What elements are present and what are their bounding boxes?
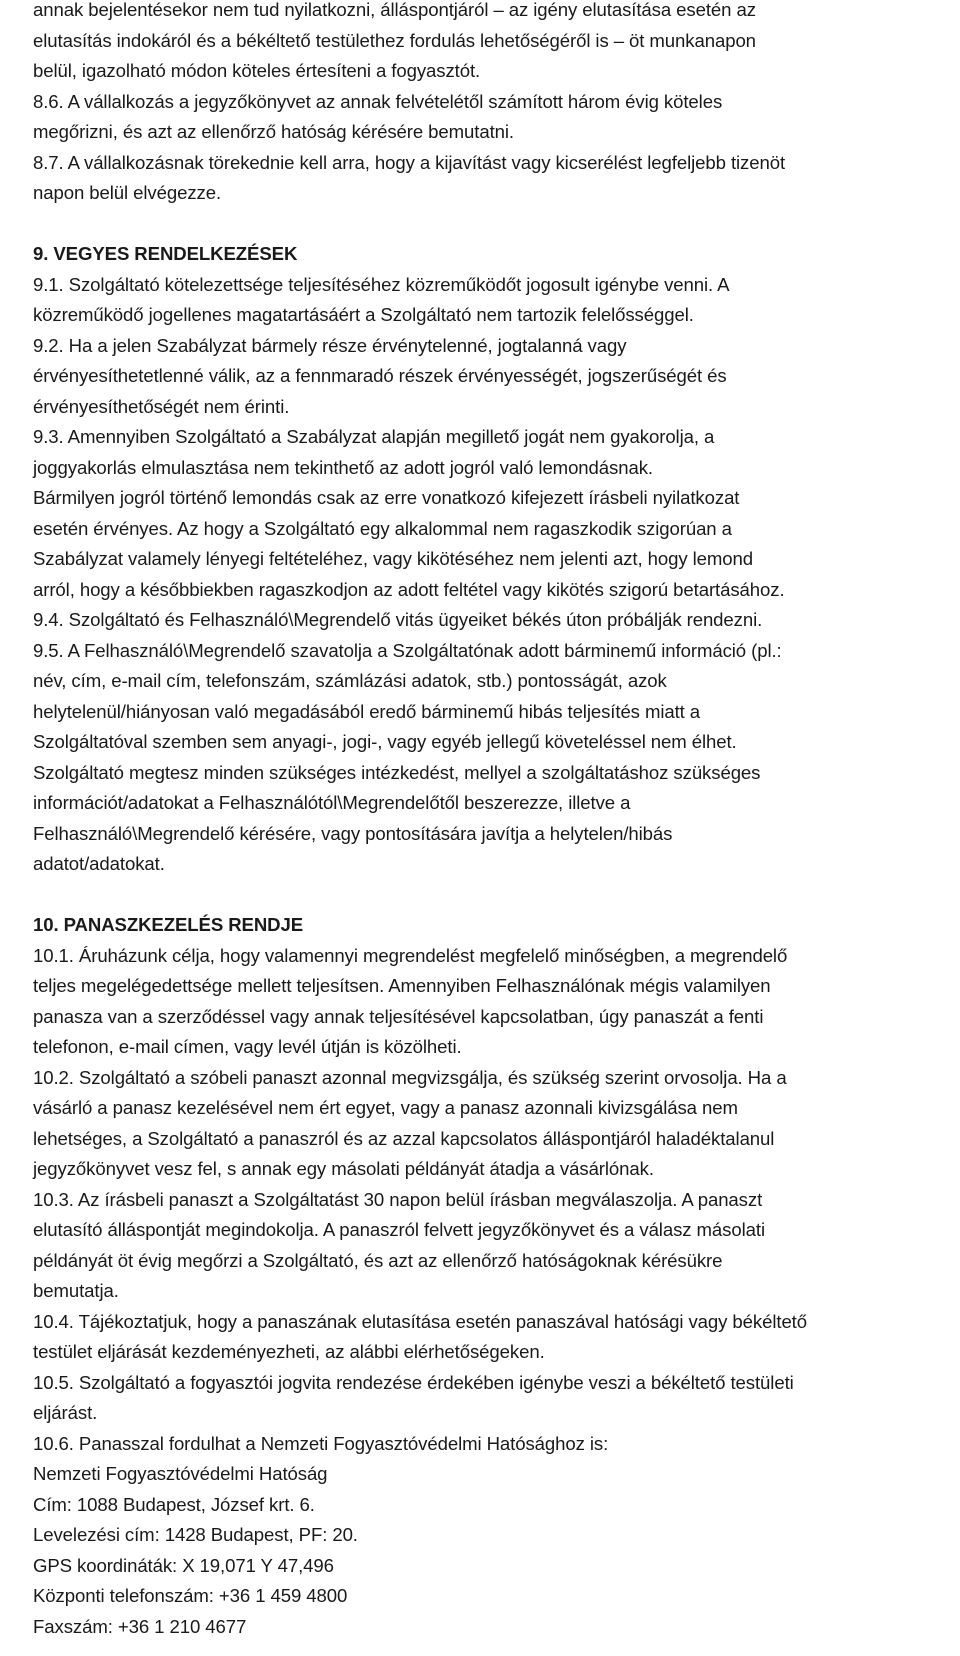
section-10-heading: 10. PANASZKEZELÉS RENDJE [33, 914, 304, 935]
text-line: 10.5. Szolgáltató a fogyasztói jogvita rendezése érdekében igénybe veszi a békéltető testületi [33, 1371, 794, 1393]
section-10-body [33, 941, 948, 1643]
text-line: 9.3. Amennyiben Szolgáltató a Szabályzat alapján megillető jogát nem gyakorolja, a [33, 426, 715, 447]
text-line: panasza van a szerződéssel vagy annak teljesítésével kapcsolatban, úgy panaszát a fenti [33, 1005, 764, 1027]
text-line: vásárló a panasz kezelésével nem ért egyet, vagy a panasz azonnali kivizsgálása nem [33, 1097, 738, 1118]
section-9-heading: 9. VEGYES RENDELKEZÉSEK [33, 243, 298, 264]
text-line: Nemzeti Fogyasztóvédelmi Hatóság [33, 1463, 328, 1484]
text-line: 8.6. A vállalkozás a jegyzőkönyvet az annak felvételétől számított három évig köteles [33, 90, 723, 112]
section-8-continued [33, 0, 948, 209]
text-line: közreműködő jogellenes magatartásáért a Szolgáltató nem tartozik felelősséggel. [33, 304, 694, 325]
text-line: belül, igazolható módon köteles értesíteni a fogyasztót. [33, 60, 481, 81]
text-line: eljárást. [33, 1402, 98, 1423]
text-line: Felhasználó\Megrendelő kérésére, vagy pontosítására javítja a helytelen/hibás [33, 822, 673, 844]
text-line: teljes megelégedettsége mellett teljesítsen. Amennyiben Felhasználónak mégis valamilyen [33, 975, 771, 996]
text-line: megőrizni, és azt az ellenőrző hatóság kérésére bemutatni. [33, 121, 514, 142]
text-line: Bármilyen jogról történő lemondás csak az erre vonatkozó kifejezett írásbeli nyilatkozat [33, 487, 740, 508]
spacer [33, 880, 948, 911]
text-line: joggyakorlás elmulasztása nem tekinthető az adott jogról való lemondásnak. [33, 456, 653, 478]
section-9-body [33, 270, 948, 880]
text-line: lehetséges, a Szolgáltató a panaszról és az azzal kapcsolatos álláspontjáról haladéktalanul [33, 1127, 775, 1149]
text-line: napon belül elvégezze. [33, 182, 222, 203]
text-line: érvényesíthetőségét nem érinti. [33, 395, 290, 417]
text-line: 10.1. Áruházunk célja, hogy valamennyi megrendelést megfelelő minőségben, a megrendelő [33, 944, 788, 966]
spacer [33, 209, 948, 240]
text-line: 10.4. Tájékoztatjuk, hogy a panaszának elutasítása esetén panaszával hatósági vagy békéltető [33, 1310, 807, 1332]
text-line: 9.4. Szolgáltató és Felhasználó\Megrendelő vitás ügyeiket békés úton próbálják rendezni. [33, 609, 763, 630]
text-line: 9.1. Szolgáltató kötelezettsége teljesítéséhez közreműködőt jogosult igénybe venni. A [33, 273, 730, 295]
text-line: Szolgáltatóval szemben sem anyagi-, jogi-, vagy egyéb jellegű követeléssel nem élhet. [33, 731, 737, 752]
text-line: példányát öt évig megőrzi a Szolgáltató, és azt az ellenőrző hatóságoknak kérésükre [33, 1249, 723, 1271]
text-line: Levelezési cím: 1428 Budapest, PF: 20. [33, 1524, 358, 1545]
text-line: helytelenül/hiányosan való megadásából eredő bárminemű hibás teljesítés miatt a [33, 700, 701, 722]
text-line: testület eljárását kezdeményezheti, az alábbi elérhetőségeken. [33, 1341, 545, 1362]
text-line: elutasító álláspontját megindokolja. A panaszról felvett jegyzőkönyvet és a válasz másolati [33, 1219, 765, 1240]
text-line: 10.2. Szolgáltató a szóbeli panaszt azonnal megvizsgálja, és szükség szerint orvosolja. Ha a [33, 1066, 787, 1088]
text-line: 9.5. A Felhasználó\Megrendelő szavatolja a Szolgáltatónak adott bárminemű információ (pl.: [33, 639, 782, 661]
text-line: Központi telefonszám: +36 1 459 4800 [33, 1585, 348, 1606]
text-line: információt/adatokat a Felhasználótól\Megrendelőtől beszerezze, illetve a [33, 792, 631, 813]
text-line: GPS koordináták: X 19,071 Y 47,496 [33, 1554, 334, 1576]
text-line: 10.3. Az írásbeli panaszt a Szolgáltatást 30 napon belül írásban megválaszolja. A panaszt [33, 1188, 763, 1210]
text-line: Faxszám: +36 1 210 4677 [33, 1615, 247, 1637]
text-line: bemutatja. [33, 1280, 119, 1301]
text-line: annak bejelentésekor nem tud nyilatkozni, álláspontjáról – az igény elutasítása esetén az [33, 0, 756, 20]
text-line: jegyzőkönyvet vesz fel, s annak egy másolati példányát átadja a vásárlónak. [33, 1158, 654, 1179]
text-line: telefonon, e-mail címen, vagy levél útján is közölheti. [33, 1036, 462, 1057]
text-line: esetén érvényes. Az hogy a Szolgáltató egy alkalommal nem ragaszkodik szigorúan a [33, 517, 732, 539]
text-line: Cím: 1088 Budapest, József krt. 6. [33, 1493, 315, 1515]
text-line: 9.2. Ha a jelen Szabályzat bármely része érvénytelenné, jogtalanná vagy [33, 334, 627, 356]
text-line: Szolgáltató megtesz minden szükséges intézkedést, mellyel a szolgáltatáshoz szükséges [33, 761, 761, 783]
text-line: arról, hogy a későbbiekben ragaszkodjon az adott feltétel vagy kikötés szigorú betartásához. [33, 578, 785, 600]
text-line: adatot/adatokat. [33, 853, 165, 874]
text-line: érvényesíthetetlenné válik, az a fennmaradó részek érvényességét, jogszerűségét és [33, 365, 727, 386]
text-line: elutasítás indokáról és a békéltető testülethez fordulás lehetőségéről is – öt munkanapon [33, 29, 756, 51]
document-page [33, 0, 948, 1642]
text-line: 8.7. A vállalkozásnak törekednie kell arra, hogy a kijavítást vagy kicserélést legfeljebb tizenöt [33, 151, 786, 173]
text-line: név, cím, e-mail cím, telefonszám, számlázási adatok, stb.) pontosságát, azok [33, 670, 667, 691]
text-line: 10.6. Panasszal fordulhat a Nemzeti Fogyasztóvédelmi Hatósághoz is: [33, 1432, 609, 1454]
text-line: Szabályzat valamely lényegi feltételéhez, vagy kikötéséhez nem jelenti azt, hogy lemond [33, 548, 753, 569]
